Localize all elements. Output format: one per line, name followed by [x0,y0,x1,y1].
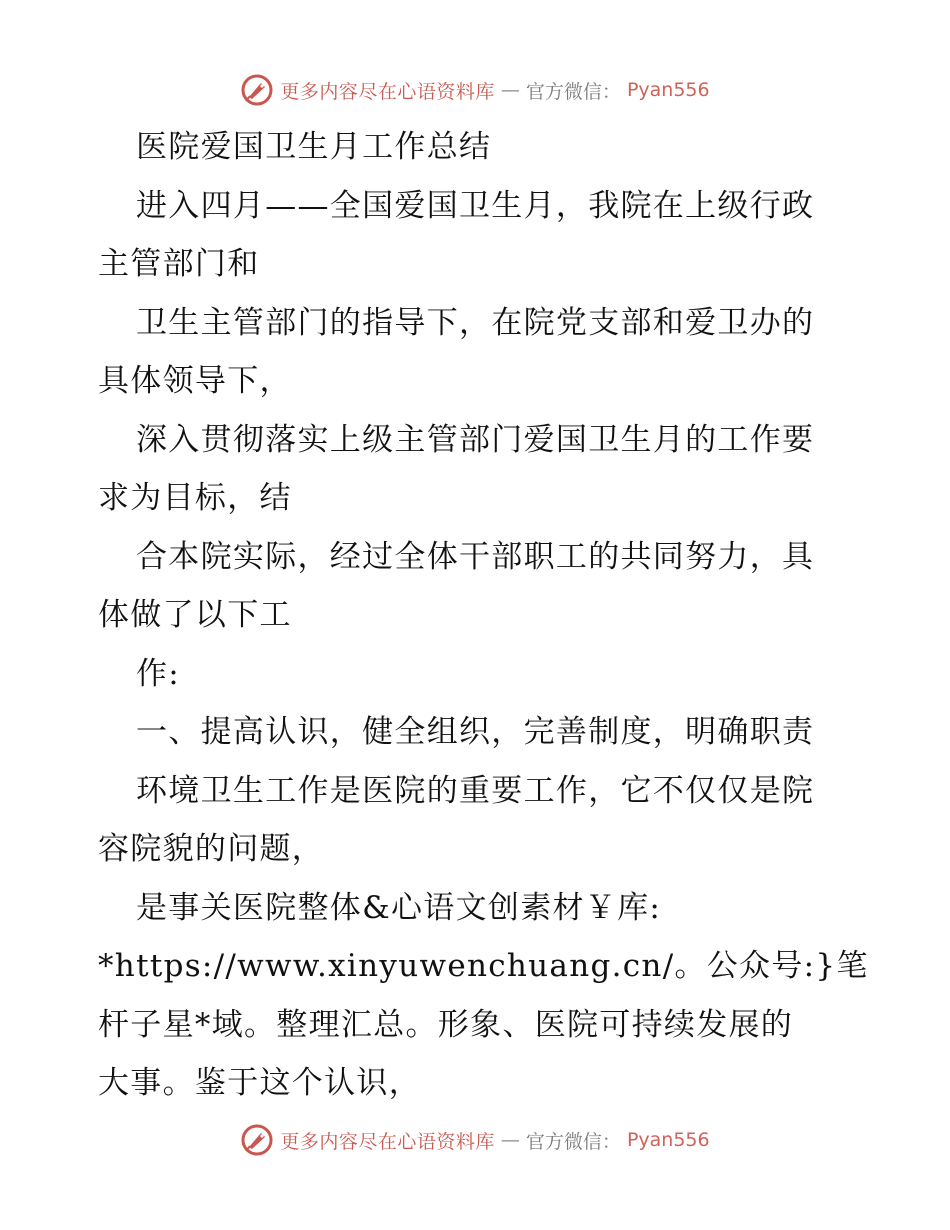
pen-nib-circle-icon [240,1123,274,1157]
section-heading: 一、提高认识，健全组织，完善制度，明确职责 [136,714,815,750]
header-contact-label: 官方微信： [525,80,621,103]
paragraph-line: 是事关医院整体&心语文创素材￥库: [136,889,662,926]
header-separator: — [500,79,520,101]
paragraph-line: 容院貌的问题， [98,831,325,867]
paragraph-line: 求为目标，结 [98,480,292,516]
header-banner [0,70,950,110]
document-body [98,118,869,1113]
footer-brand-text: 更多内容尽在心语资料库 [280,1130,495,1153]
footer-separator: — [500,1129,520,1151]
footer-contact-label: 官方微信： [525,1130,621,1153]
paragraph-line: 环境卫生工作是医院的重要工作，它不仅仅是院 [136,772,815,809]
paragraph-line: 具体领导下， [98,363,292,399]
paragraph-line: 进入四月——全国爱国卫生月，我院在上级行政 [136,187,815,224]
paragraph-line: 大事。鉴于这个认识， [98,1065,421,1101]
paragraph-line: 深入贯彻落实上级主管部门爱国卫生月的工作要 [136,421,815,458]
pen-nib-circle-icon [240,73,274,107]
paragraph-line-url: *https://www.xinyuwenchuang.cn/。公众号:}笔 [98,948,869,984]
paragraph-line: 作: [136,655,181,692]
header-brand-text: 更多内容尽在心语资料库 [280,80,495,103]
footer-banner [0,1120,950,1160]
paragraph-line: 杆子星*域。整理汇总。形象、医院可持续发展的 [98,1006,794,1043]
paragraph-line: 合本院实际，经过全体干部职工的共同努力，具 [136,538,815,575]
paragraph-line: 体做了以下工 [98,597,292,633]
paragraph-line: 主管部门和 [98,246,260,282]
header-wechat-id: Pyan556 [626,79,710,101]
footer-wechat-id: Pyan556 [626,1129,710,1151]
document-title: 医院爱国卫生月工作总结 [136,129,492,165]
paragraph-line: 卫生主管部门的指导下，在院党支部和爱卫办的 [136,304,815,341]
